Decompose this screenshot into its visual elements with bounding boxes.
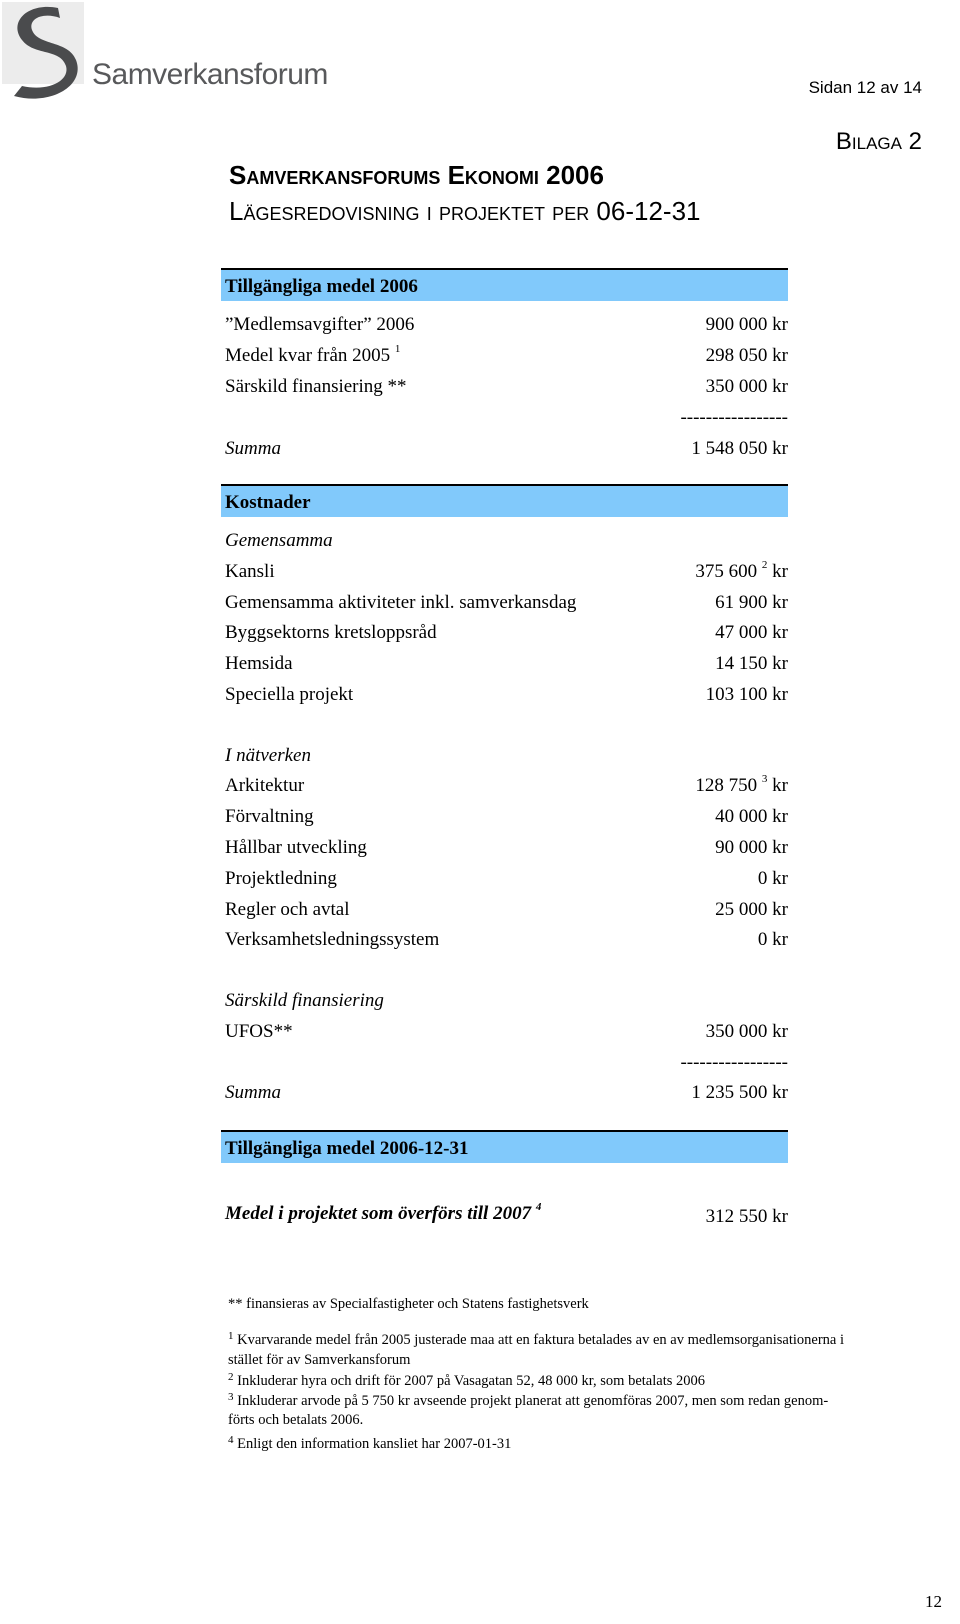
- row-value: 25 000 kr: [715, 899, 788, 920]
- available-funds-heading: Tillgängliga medel 2006: [225, 276, 418, 297]
- row-label: Förvaltning: [225, 806, 314, 827]
- row-value: 103 100 kr: [705, 684, 788, 705]
- row-label: Gemensamma aktiviteter inkl. samverkansdag: [225, 592, 577, 613]
- available-funds-header: [221, 268, 788, 301]
- footnote-3-cont: förts och betalats 2006.: [228, 1412, 364, 1428]
- footnote-3: $^3$ Inkluderar arvode på 5 750 kr avseende projekt planerat att genomföras 2007, men som redan genom-: [228, 1391, 829, 1409]
- document-subtitle: Lägesredovisning i projektet per 06-12-31: [229, 196, 701, 226]
- financing-note: ** finansieras av Specialfastigheter och Statens fastighetsverk: [228, 1296, 589, 1312]
- row-value: 40 000 kr: [715, 806, 788, 827]
- row-value: 350 000 kr: [705, 1021, 788, 1042]
- row-value: 61 900 kr: [715, 592, 788, 613]
- row-value: 47 000 kr: [715, 622, 788, 643]
- sum-label: Summa: [225, 438, 281, 459]
- row-value: 0 kr: [757, 929, 788, 950]
- row-label: Arkitektur: [225, 775, 305, 796]
- section-heading: Gemensamma: [225, 530, 333, 551]
- footnote-2: $^2$ Inkluderar hyra och drift för 2007 på Vasagatan 52, 48 000 kr, som betalats 2006: [228, 1371, 705, 1389]
- row-label: Speciella projekt: [225, 684, 354, 705]
- remaining-funds-heading: Tillgängliga medel 2006-12-31: [225, 1138, 469, 1159]
- separator: -----------------: [680, 407, 788, 428]
- costs-heading: Kostnader: [225, 492, 311, 513]
- row-label: Hållbar utveckling: [225, 837, 367, 858]
- page-number: 12: [925, 1592, 942, 1611]
- section-heading: I nätverken: [225, 745, 311, 766]
- row-label: ”Medlemsavgifter” 2006: [225, 314, 415, 335]
- sum-value: 1 548 050 kr: [691, 438, 788, 459]
- row-label: Verksamhetsledningssystem: [225, 929, 440, 950]
- row-label: Kansli: [225, 561, 275, 582]
- row-label: Regler och avtal: [225, 899, 350, 920]
- row-value: 14 150 kr: [715, 653, 788, 674]
- transfer-label: Medel i projektet som överförs till 2007 $^4$: [225, 1201, 542, 1224]
- row-label: Medel kvar från 2005 $^1$: [225, 343, 401, 366]
- footnote-1-cont: stället för av Samverkansforum: [228, 1352, 411, 1368]
- row-label: Byggsektorns kretsloppsråd: [225, 622, 437, 643]
- page-label: Sidan 12 av 14: [808, 78, 922, 97]
- remaining-funds-header: [221, 1130, 788, 1163]
- row-value: 128 750 $^3$ kr: [695, 773, 788, 796]
- section-heading: Särskild finansiering: [225, 990, 384, 1011]
- row-value: 0 kr: [757, 868, 788, 889]
- row-value: 375 600 $^2$ kr: [695, 559, 788, 582]
- logo: [0, 0, 320, 110]
- row-label: UFOS**: [225, 1021, 293, 1042]
- footnote-1: $^1$ Kvarvarande medel från 2005 justerade maa att en faktura betalades av en av medlemsorganisationerna i: [228, 1330, 844, 1348]
- sum-label: Summa: [225, 1082, 281, 1103]
- row-label: Särskild finansiering **: [225, 376, 407, 397]
- sum-value: 1 235 500 kr: [691, 1082, 788, 1103]
- row-value: 350 000 kr: [705, 376, 788, 397]
- appendix-label: Bilaga 2: [835, 128, 922, 155]
- row-value: 900 000 kr: [705, 314, 788, 335]
- separator: -----------------: [680, 1052, 788, 1073]
- row-value: 298 050 kr: [705, 345, 788, 366]
- row-label: Hemsida: [225, 653, 293, 674]
- costs-header: [221, 484, 788, 517]
- footnote-4: $^4$ Enligt den information kansliet har 2007-01-31: [228, 1434, 512, 1452]
- row-label: Projektledning: [225, 868, 337, 889]
- logo-text: Samverkansforum: [92, 58, 328, 91]
- transfer-value: 312 550 kr: [705, 1206, 788, 1227]
- samverkansforum-logo-icon: [0, 0, 320, 110]
- row-value: 90 000 kr: [715, 837, 788, 858]
- document-title: Samverkansforums Ekonomi 2006: [229, 160, 604, 190]
